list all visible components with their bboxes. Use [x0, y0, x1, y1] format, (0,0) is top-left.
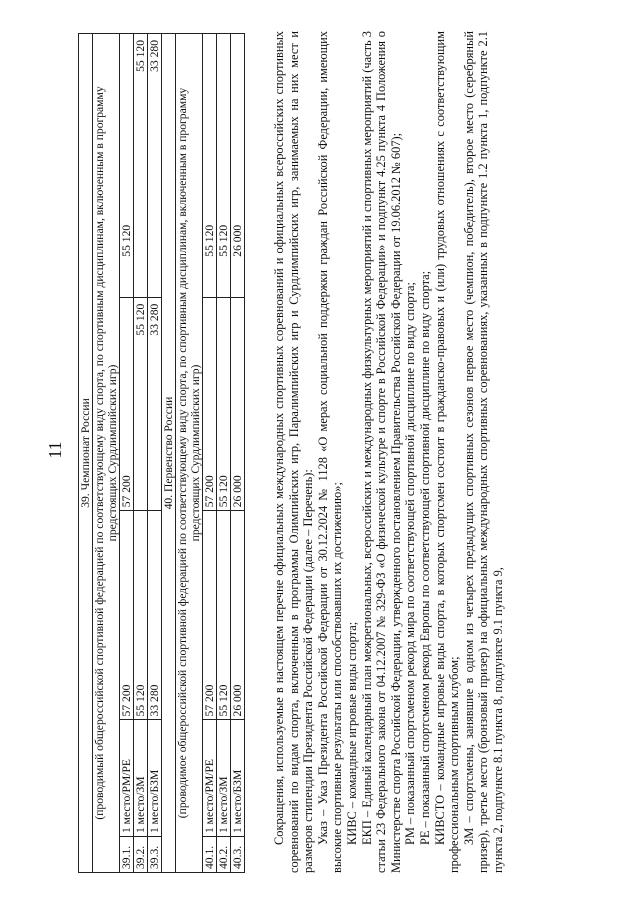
row-value-1: 55 120: [134, 511, 148, 720]
paragraph-intro: Сокращения, используемые в настоящем перечне официальных международных спортивных соревнований и официальных всероссийских спортивных соревнований по видам спорта, включенным в программы Олимпийских игр, Паралимпийских игр и Сурдлимпийских игр, занимаемых на них мест и размеров стипендии Президента Российской Федерации (далее – Перечень):: [272, 31, 316, 873]
table-row: [120, 34, 134, 873]
paragraph-kivs: КИВС – командные игровые виды спорта;: [344, 621, 359, 845]
section-subtitle-line2: предстоящих Сурдлимпийских игр): [106, 364, 119, 542]
row-number: 39.3.: [148, 837, 162, 873]
row-number: 39.1.: [120, 837, 134, 873]
row-value-3: 55 120: [134, 34, 148, 298]
paragraph-kivsto: КИВСТО – командные игровые виды спорта, в которых спортсмен состоит в гражданско-правовых и (или) трудовых отношениях с соответствующим профессиональным спортивным клубом;: [432, 31, 462, 873]
row-value-2: 55 120: [217, 297, 231, 511]
row-value-3: 55 120: [217, 34, 231, 298]
row-value-2: 33 280: [148, 297, 162, 511]
section-title-row: [79, 34, 93, 873]
row-number: 40.1.: [203, 837, 217, 873]
section-subtitle-line1: (проводимый общероссийской спортивной федерацией по соответствующему виду спорта, по спортивным дисциплинам, включенным в программу: [93, 86, 106, 820]
section-subtitle: [93, 34, 120, 873]
row-place: 1 место/БЗМ: [148, 720, 162, 837]
paragraph-ukaz: Указ – Указ Президента Российской Федерации от 30.12.2024 № 1128 «О мерах социальной поддержки граждан Российской Федерации, имеющих высокие спортивные результаты или способствовавших их достижению»;: [315, 31, 345, 873]
section-title-row: [162, 34, 176, 873]
row-value-2: 57 200: [203, 297, 217, 511]
section-title: 39. Чемпионат России: [79, 34, 93, 873]
row-value-1: 33 280: [148, 511, 162, 720]
row-value-2: 26 000: [231, 297, 245, 511]
table-row: [203, 34, 217, 873]
paragraph-zm: ЗМ – спортсмены, занявшие в одном из четырех предыдущих спортивных сезонов первое место (чемпион, победитель), второе место (серебряный призер), третье место (бронзовый призер) на официальных международных спортивных соревнованиях, указанных в подпункте 1.2 пункта 1, подпункте 2.1 пункта 2, подпункте 8.1 пункта 8, подпункте 9.1 пункта 9,: [461, 31, 505, 873]
row-number: 40.2.: [217, 837, 231, 873]
row-number: 40.3.: [231, 837, 245, 873]
row-value-3: 55 120: [120, 34, 134, 298]
row-value-3: 26 000: [231, 34, 245, 298]
table-row: [134, 34, 148, 873]
row-value-3: 55 120: [203, 34, 217, 298]
paragraph-rm: РМ – показанный спортсменом рекорд мира по соответствующей спортивной дисциплине по виду спорта;: [403, 282, 418, 845]
row-value-1: 26 000: [231, 511, 245, 720]
section-title: 40. Первенство России: [162, 34, 176, 873]
row-value-1: 57 200: [120, 511, 134, 720]
row-place: 1 место/ЗМ: [217, 720, 231, 837]
abbreviations-text: [272, 31, 506, 873]
row-place: 1 место/ЗМ: [134, 720, 148, 837]
row-number: 39.2.: [134, 837, 148, 873]
section-subtitle-row: [93, 34, 120, 873]
row-value-2: 55 120: [134, 297, 148, 511]
paragraph-re: РЕ – показанный спортсменом рекорд Европы по соответствующей спортивной дисциплине по виду спорта;: [417, 270, 432, 845]
stipend-table: [78, 33, 245, 873]
paragraph-ekp: ЕКП – Единый календарный план межрегиональных, всероссийских и международных физкультурных мероприятий и спортивных мероприятий (часть 3 статьи 23 Федерального закона от 04.12.2007 № 329-ФЗ «О физической культуре и спорте в Российской Федерации» и подпункт 4.25 пункта 4 Положения о Министерстве спорта Российской Федерации, утвержденного постановлением Правительства Российской Федерации от 19.06.2012 № 607);: [359, 31, 403, 873]
row-place: 1 место/БЗМ: [231, 720, 245, 837]
section-subtitle-line1: (проводимое общероссийской спортивной федерацией по соответствующему виду спорта, по спортивным дисциплинам, включенным в программу: [176, 87, 189, 819]
row-value-3: 33 280: [148, 34, 162, 298]
row-place: 1 место/РМ/РЕ: [203, 720, 217, 837]
row-place: 1 место/РМ/РЕ: [120, 720, 134, 837]
table-row: [217, 34, 231, 873]
table-row: [148, 34, 162, 873]
section-subtitle-line2: предстоящих Сурдлимпийских игр): [189, 364, 202, 542]
page-number: 11: [45, 441, 65, 459]
table-row: [231, 34, 245, 873]
row-value-1: 57 200: [203, 511, 217, 720]
row-value-1: 55 120: [217, 511, 231, 720]
section-subtitle: [176, 34, 203, 873]
section-subtitle-row: [176, 34, 203, 873]
row-value-2: 57 200: [120, 297, 134, 511]
